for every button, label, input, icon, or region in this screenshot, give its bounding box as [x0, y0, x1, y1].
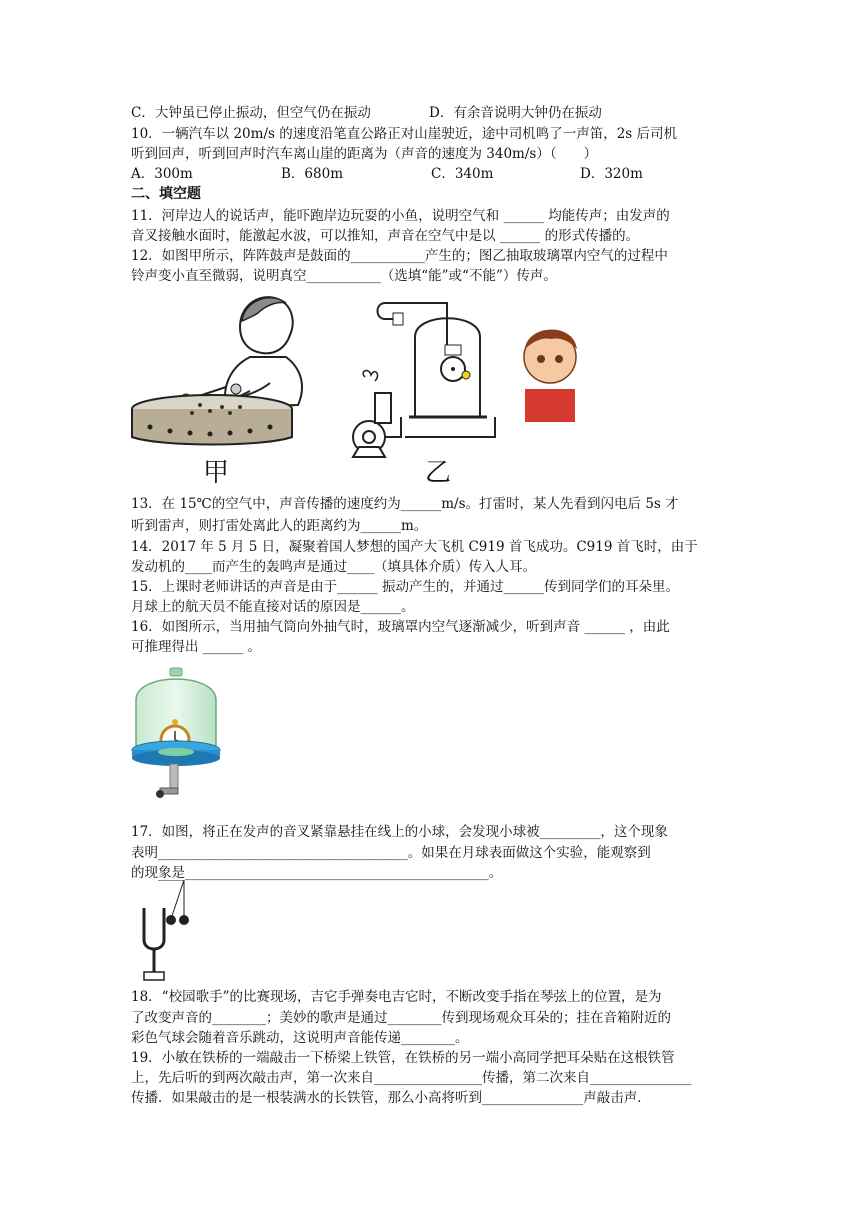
- q14-line-1: 14．2017 年 5 月 5 日，凝聚着国人梦想的国产大飞机 C919 首飞成功。C919 首飞时，由于: [131, 539, 698, 555]
- q10-option-a: A．300m: [131, 166, 193, 182]
- figure-alarm-clock-bell-jar: [130, 660, 225, 806]
- q16-line-2: 可推理得出 ______ 。: [131, 639, 262, 655]
- q14-line-2: 发动机的____而产生的轰鸣声是通过____（填具体介质）传入人耳。: [131, 559, 536, 575]
- q15-line-1: 15．上课时老师讲话的声音是由于______ 振动产生的，并通过______传到同学们的耳朵里。: [131, 579, 679, 595]
- figure-caption-b: 乙: [425, 458, 452, 488]
- q10-option-c: C．340m: [431, 166, 494, 182]
- q12-line-1: 12．如图甲所示，阵阵鼓声是鼓面的___________产生的；图乙抽取玻璃罩内空气的过程中: [131, 248, 668, 264]
- q18-line-2: 了改变声音的________；美妙的歌声是通过________传到现场观众耳朵的；挂在音箱附近的: [131, 1010, 671, 1026]
- q11-line-1: 11．河岸边人的说话声，能吓跑岸边玩耍的小鱼，说明空气和 ______ 均能传声；由发声的: [131, 208, 670, 224]
- q11-line-2: 音叉接触水面时，能激起水波，可以推知，声音在空气中是以 ______ 的形式传播的。: [131, 228, 640, 244]
- q10-option-b: B．680m: [281, 166, 343, 182]
- q18-line-1: 18．“校园歌手”的比赛现场，吉它手弹奏电吉它时，不断改变手指在琴弦上的位置，是为: [131, 989, 662, 1005]
- q19-line-2: 上，先后听的到两次敲击声，第一次来自________________传播，第二次来自_______________: [131, 1070, 692, 1086]
- q17-line-1: 17．如图，将正在发声的音叉紧靠悬挂在线上的小球，会发现小球被_________，这个现象: [131, 824, 668, 840]
- q12-line-2: 铃声变小直至微弱，说明真空___________（选填“能”或“不能”）传声。: [131, 268, 557, 284]
- q17-line-2: 表明_____________________________________。如果在月球表面做这个实验，能观察到: [131, 845, 651, 861]
- q10-line-1: 10．一辆汽车以 20m/s 的速度沿笔直公路正对山崖驶近，途中司机鸣了一声笛，2s 后司机: [131, 126, 678, 142]
- q9-option-c: C．大钟虽已停止振动，但空气仍在振动: [131, 105, 371, 121]
- q10-option-d: D．320m: [580, 166, 643, 182]
- section-title-fill-in: 二、填空题: [131, 186, 201, 202]
- q13-line-1: 13．在 15℃的空气中，声音传播的速度约为______m/s。打雷时，某人先看到闪电后 5s 才: [131, 496, 679, 512]
- q9-option-d: D．有余音说明大钟仍在振动: [429, 105, 602, 121]
- q13-line-2: 听到雷声，则打雷处离此人的距离约为______m。: [131, 518, 428, 534]
- figure-caption-a: 甲: [203, 458, 230, 488]
- q18-line-3: 彩色气球会随着音乐跳动，这说明声音能传递________。: [131, 1030, 469, 1046]
- q15-line-2: 月球上的航天员不能直接对话的原因是______。: [131, 599, 415, 615]
- figure-drummer: [130, 287, 320, 452]
- figure-bell-jar-pump: [345, 297, 585, 467]
- q16-line-1: 16．如图所示，当用抽气筒向外抽气时，玻璃罩内空气逐渐减少，听到声音 ______ ，由此: [131, 619, 670, 635]
- q17-line-3: 的现象是_____________________________________________。: [131, 865, 503, 881]
- q19-line-1: 19．小敏在铁桥的一端敲击一下桥梁上铁管，在铁桥的另一端小高同学把耳朵贴在这根铁管: [131, 1050, 675, 1066]
- q19-line-3: 传播．如果敲击的是一根装满水的长铁管，那么小高将听到_______________声敲击声．: [131, 1090, 651, 1106]
- figure-tuning-fork-ball: [138, 880, 208, 985]
- q10-line-2: 听到回声，听到回声时汽车离山崖的距离为（声音的速度为 340m/s）（ ）: [131, 146, 598, 162]
